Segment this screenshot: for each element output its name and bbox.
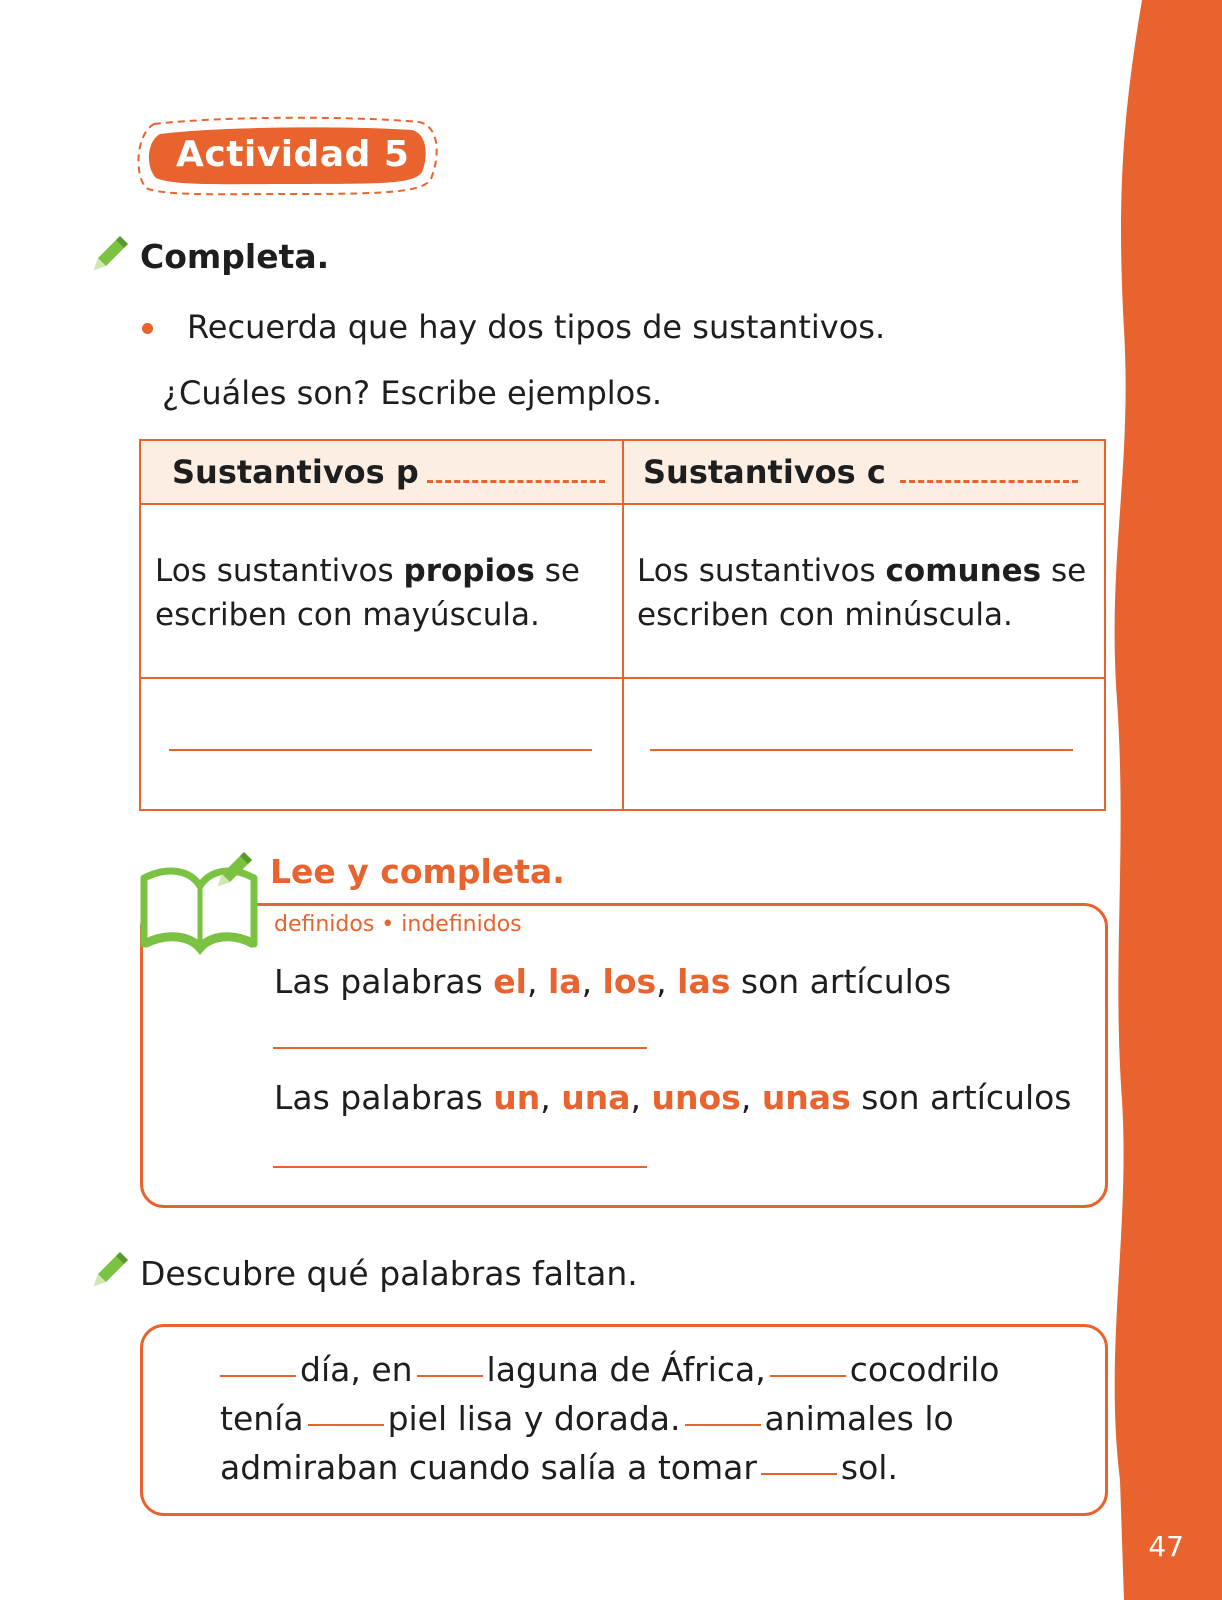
section1-heading: Completa. <box>140 237 330 276</box>
table-row-divider <box>141 677 1104 679</box>
articles-box <box>140 903 1108 1208</box>
story-part-3: cocodrilo <box>849 1350 1000 1389</box>
proper-answer-line[interactable] <box>169 749 592 751</box>
definite-sentence: Las palabras el, la, los, las son artículos <box>274 962 952 1001</box>
story-part-5: piel lisa y dorada. <box>387 1399 681 1438</box>
article-unas: unas <box>761 1078 851 1117</box>
noun-table <box>139 439 1106 811</box>
story-part-2: laguna de África, <box>486 1350 766 1389</box>
table-header-proper <box>172 453 605 491</box>
article-la: la <box>547 962 582 1001</box>
definite-prefix: Las palabras <box>274 962 494 1001</box>
common-bold: comunes <box>885 553 1042 589</box>
section3-heading: Descubre qué palabras faltan. <box>140 1254 638 1293</box>
bullet-text: Recuerda que hay dos tipos de sustantivos. <box>187 308 886 346</box>
page-number: 47 <box>1148 1530 1184 1563</box>
indefinite-prefix: Las palabras <box>274 1078 494 1117</box>
common-answer-line[interactable] <box>650 749 1073 751</box>
proper-text-b: se escriben con mayúscula. <box>155 553 580 633</box>
article-unos: unos <box>651 1078 741 1117</box>
side-band <box>1112 0 1222 1600</box>
story-part-8: sol. <box>840 1448 898 1487</box>
proper-text-a: Los sustantivos <box>155 553 404 589</box>
definite-answer-line[interactable] <box>273 1047 647 1049</box>
proper-header-blank[interactable] <box>427 479 605 483</box>
table-header-common <box>643 453 1078 491</box>
story-blank-6[interactable] <box>761 1473 837 1475</box>
word-bank: definidos • indefinidos <box>274 912 522 937</box>
pencil-icon <box>88 232 132 276</box>
activity-title: Actividad 5 <box>176 134 410 175</box>
common-header-blank[interactable] <box>900 479 1078 483</box>
story-blank-5[interactable] <box>685 1424 761 1426</box>
indefinite-sentence: Las palabras un, una, unos, unas son artículos <box>274 1078 1072 1117</box>
story-part-4: tenía <box>220 1399 304 1438</box>
story-part-7: admiraban cuando salía a tomar <box>220 1448 757 1487</box>
section2-heading: Lee y completa. <box>270 852 565 891</box>
story-part-6: animales lo <box>764 1399 954 1438</box>
table-divider <box>622 441 624 809</box>
common-text-a: Los sustantivos <box>637 553 886 589</box>
article-un: un <box>493 1078 541 1117</box>
pencil-icon <box>88 1248 132 1292</box>
proper-description <box>155 549 605 637</box>
question-text: ¿Cuáles son? Escribe ejemplos. <box>162 374 663 412</box>
common-description <box>637 549 1097 637</box>
indefinite-suffix: son artículos <box>850 1078 1072 1117</box>
article-las: las <box>677 962 731 1001</box>
story-part-1: día, en <box>300 1350 413 1389</box>
story-text <box>220 1345 1070 1492</box>
definite-suffix: son artículos <box>730 962 952 1001</box>
indefinite-answer-line[interactable] <box>273 1166 647 1168</box>
article-una: una <box>561 1078 631 1117</box>
article-el: el <box>493 962 527 1001</box>
activity-badge <box>134 114 444 200</box>
common-text-b: se escriben con minúscula. <box>637 553 1087 633</box>
story-blank-2[interactable] <box>417 1375 483 1377</box>
pencil-icon <box>212 848 256 892</box>
story-blank-3[interactable] <box>770 1375 846 1377</box>
story-blank-4[interactable] <box>308 1424 384 1426</box>
story-blank-1[interactable] <box>220 1375 296 1377</box>
proper-bold: propios <box>403 553 535 589</box>
common-header-label: Sustantivos c <box>643 453 886 491</box>
proper-header-label: Sustantivos p <box>172 453 419 491</box>
bullet-dot <box>142 323 153 334</box>
article-los: los <box>602 962 657 1001</box>
